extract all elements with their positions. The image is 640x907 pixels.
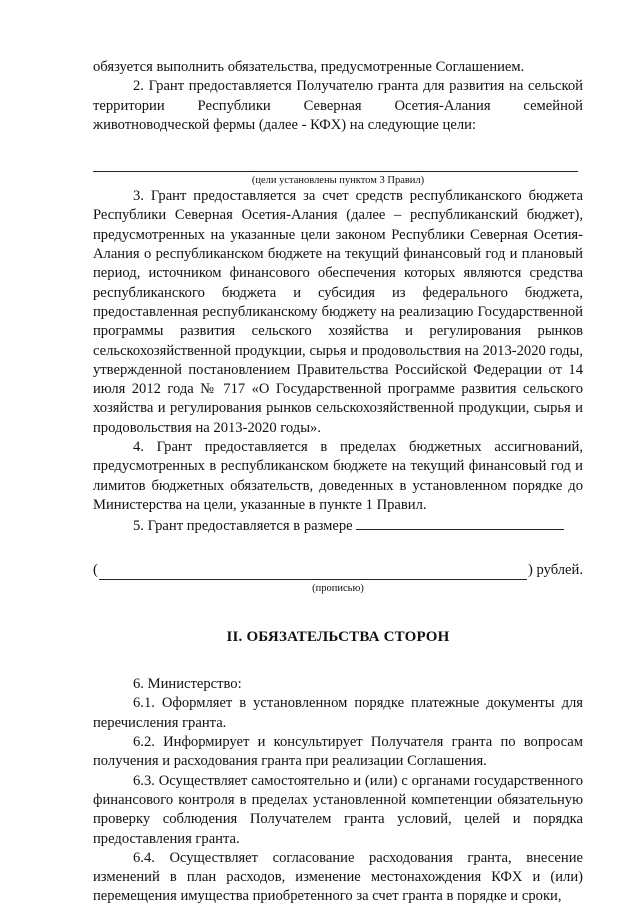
- goals-fill-line: [93, 171, 578, 172]
- amount-open-paren: (: [93, 561, 98, 578]
- paragraph-6-1: 6.1. Оформляет в установленном порядке платежные документы для перечисления гранта.: [93, 695, 583, 731]
- amount-close-text: ) рублей.: [528, 561, 583, 578]
- paragraph-6: 6. Министерство:: [133, 676, 242, 693]
- paragraph-6-4: 6.4. Осуществляет согласование расходования гранта, внесение изменений в план расходов, изменение местонахождения КФХ и (или) перемещения имущества приобретенного за счет гранта в порядке и сроки,: [93, 849, 583, 905]
- document-page: [93, 58, 583, 907]
- paragraph-3: 3. Грант предоставляется за счет средств республиканского бюджета Республики Северная Осетия-Алания (далее – республиканский бюджет), предусмотренных на указанные цели законом Республики Северная Осетия-Алания о республиканском бюджете на текущий финансовый год и плановый период, источником финансового обеспечения которых являются средства республиканского бюджета и субсидия из федерального бюджета, предоставленная республиканскому бюджету на реализацию Государственной программы развития сельского хозяйства и регулирования рынков сельскохозяйственной продукции, сырья и продовольствия на 2013-2020 годы, утвержденной постановлением Правительства Российской Федерации от 14 июля 2012 года № 717 «О Государственной программе развития сельского хозяйства и регулирования рынков сельскохозяйственной продукции, сырья и продовольствия на 2013-2020 годы».: [93, 188, 583, 436]
- paragraph-5: [93, 515, 583, 536]
- amount-words-note: (прописью): [312, 582, 364, 594]
- paragraph-6-2: 6.2. Информирует и консультирует Получателя гранта по вопросам получения и расходования гранта при реализации Соглашения.: [93, 734, 583, 770]
- section-title: II. ОБЯЗАТЕЛЬСТВА СТОРОН: [226, 628, 450, 645]
- paragraph-5-text: 5. Грант предоставляется в размере: [133, 518, 353, 535]
- amount-words-row: [93, 561, 583, 580]
- amount-words-fill-line: [99, 565, 527, 580]
- paragraph-6-3: 6.3. Осуществляет самостоятельно и (или) с органами государственного финансового контроля в пределах установленной компетенции обязательную проверку соблюдения Получателем гранта условий, целей и порядка предоставления гранта.: [93, 772, 583, 847]
- goals-note: (цели установлены пунктом 3 Правил): [251, 175, 425, 187]
- paragraph-continuation: обязуется выполнить обязательства, предусмотренные Соглашением.: [93, 59, 525, 75]
- amount-fill-line: [356, 515, 564, 530]
- paragraph-4: 4. Грант предоставляется в пределах бюджетных ассигнований, предусмотренных в республиканском бюджете на текущий финансовый год и лимитов бюджетных обязательств, доведенных в установленном порядке до Министерства на цели, указанные в пункте 1 Правил.: [93, 439, 583, 513]
- paragraph-2: 2. Грант предоставляется Получателю гранта для развития на сельской территории Республики Северная Осетия-Алания семейной животноводческой фермы (далее - КФХ) на следующие цели:: [93, 78, 583, 133]
